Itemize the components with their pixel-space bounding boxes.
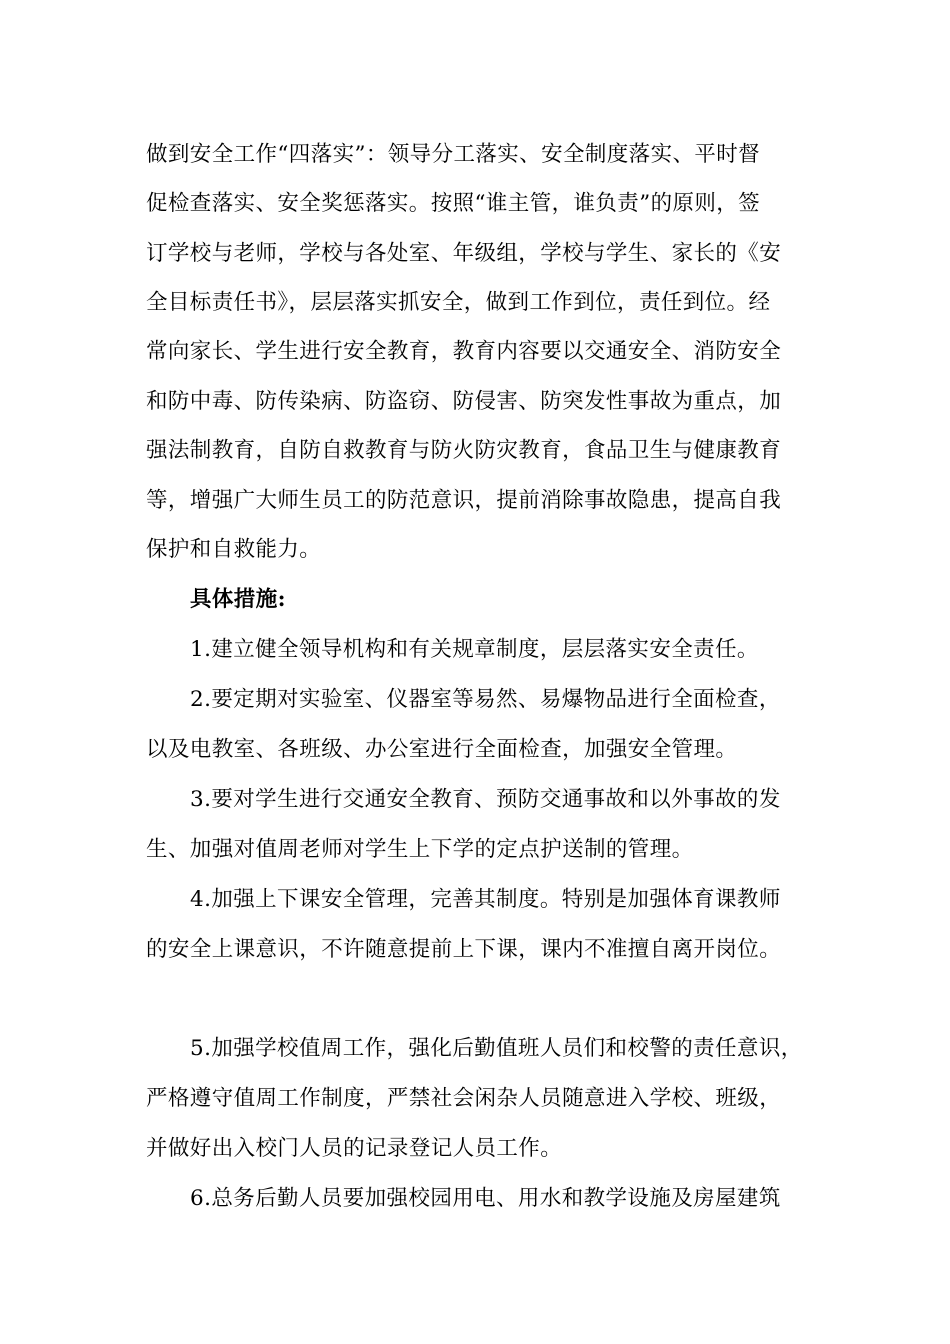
item-5-line-3: 并做好出入校门人员的记录登记人员工作。 — [146, 1136, 563, 1161]
intro-line-6: 和防中毒、防传染病、防盗窃、防侵害、防突发性事故为重点，加 — [146, 389, 782, 414]
item-6-line-1: 6.总务后勤人员要加强校园用电、用水和教学设施及房屋建筑 — [190, 1186, 781, 1211]
intro-line-5: 常向家长、学生进行安全教育，教育内容要以交通安全、消防安全 — [146, 339, 782, 364]
item-3-line-1: 3.要对学生进行交通安全教育、预防交通事故和以外事故的发 — [190, 787, 781, 812]
item-5-line-2: 严格遵守值周工作制度，严禁社会闲杂人员随意进入学校、班级， — [146, 1086, 782, 1111]
intro-line-4: 全目标责任书》，层层落实抓安全，做到工作到位，责任到位。经 — [146, 290, 771, 315]
item-2-line-1: 2.要定期对实验室、仪器室等易然、易爆物品进行全面检查， — [190, 687, 781, 712]
item-5-line-1: 5.加强学校值周工作，强化后勤值班人员们和校警的责任意识， — [190, 1036, 803, 1061]
section-heading: 具体措施: — [190, 587, 286, 612]
item-1-line-1: 1.建立健全领导机构和有关规章制度，层层落实安全责任。 — [190, 637, 759, 662]
intro-line-9: 保护和自救能力。 — [146, 537, 322, 562]
intro-line-7: 强法制教育，自防自救教育与防火防灾教育，食品卫生与健康教育 — [146, 438, 782, 463]
item-3-line-2: 生、加强对值周老师对学生上下学的定点护送制的管理。 — [146, 837, 694, 862]
intro-line-8: 等，增强广大师生员工的防范意识，提前消除事故隐患，提高自我 — [146, 488, 782, 513]
item-2-line-2: 以及电教室、各班级、办公室进行全面检查，加强安全管理。 — [146, 737, 738, 762]
item-4-line-2: 的安全上课意识，不许随意提前上下课，课内不准擅自离开岗位。 — [146, 937, 782, 962]
item-4-line-1: 4.加强上下课安全管理，完善其制度。特别是加强体育课教师 — [190, 887, 781, 912]
intro-line-1: 做到安全工作“四落实”：领导分工落实、安全制度落实、平时督 — [146, 142, 761, 167]
intro-line-2: 促检查落实、安全奖惩落实。按照“谁主管，谁负责”的原则，签 — [146, 191, 761, 216]
intro-line-3: 订学校与老师，学校与各处室、年级组，学校与学生、家长的《安 — [146, 241, 782, 266]
